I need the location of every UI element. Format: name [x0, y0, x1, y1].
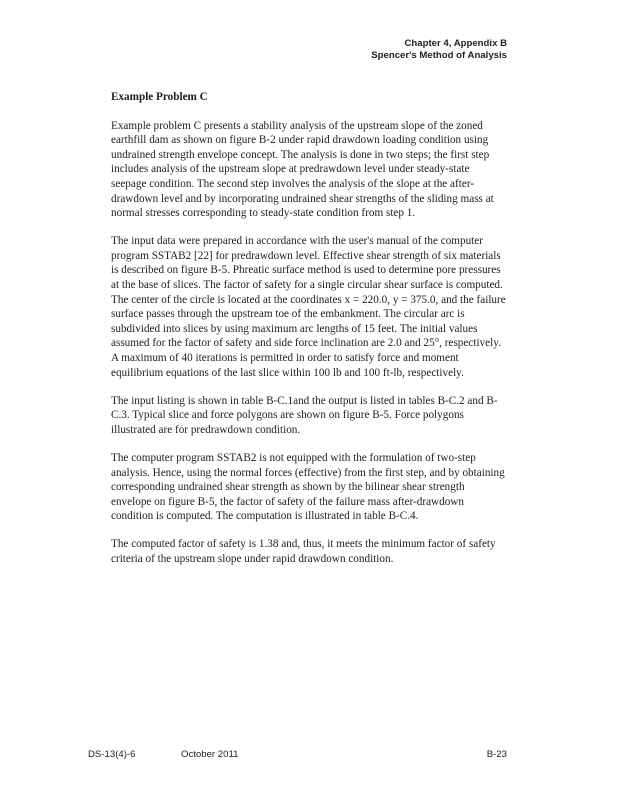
paragraph-1: Example problem C presents a stability analysis of the upstream slope of the zoned earthfill dam as shown on figure B-2 under rapid drawdown loading condition using undrained strength envelope concept. The analysis is done in two steps; the first step includes analysis of the upstream slope at predrawdown level under steady-state seepage condition. The second step involves the analysis of the slope at the after-drawdown level and by incorporating undrained shear strengths of the sliding mass at normal stresses corresponding to steady-state condition from step 1.	[111, 119, 494, 220]
running-header	[371, 38, 507, 62]
header-section: Spencer's Method of Analysis	[371, 50, 507, 61]
section-title: Example Problem C	[111, 91, 208, 103]
body-text	[111, 90, 507, 580]
header-chapter: Chapter 4, Appendix B	[404, 38, 507, 49]
paragraph-2: The input data were prepared in accordance with the user's manual of the computer program SSTAB2 [22] for predrawdown level. Effective shear strength of six materials is described on figure B-5. Phreatic surface method is used to determine pore pressures at the base of slices. The factor of safety for a single circular shear surface is computed. The center of the circle is located at the coordinates x = 220.0, y = 375.0, and the failure surface passes through the upstream toe of the embankment. The circular arc is subdivided into slices by using maximum arc lengths of 15 feet. The initial values assumed for the factor of safety and side force inclination are 2.0 and 25°, respectively. A maximum of 40 iterations is permitted in order to satisfy force and moment equilibrium equations of the last slice within 100 lb and 100 ft-lb, respectively.	[111, 235, 506, 379]
paragraph-4: The computer program SSTAB2 is not equipped with the formulation of two-step analysis. Hence, using the normal forces (effective) from the first step, and by obtaining corresponding undrained shear strength as shown by the bilinear shear strength envelope on figure B-5, the factor of safety of the failure mass after-drawdown condition is computed. The computation is illustrated in table B-C.4.	[111, 451, 505, 523]
paragraph-5: The computed factor of safety is 1.38 and, thus, it meets the minimum factor of safety criteria of the upstream slope under rapid drawdown condition.	[111, 538, 496, 566]
footer-doc-id: DS-13(4)-6	[88, 749, 136, 760]
footer-date: October 2011	[181, 749, 239, 760]
footer-page-number: B-23	[486, 749, 507, 760]
paragraph-3: The input listing is shown in table B-C.1and the output is listed in tables B-C.2 and B-C.3. Typical slice and force polygons are shown on figure B-5. Force polygons illustrated are for predrawdown condition.	[111, 394, 498, 436]
